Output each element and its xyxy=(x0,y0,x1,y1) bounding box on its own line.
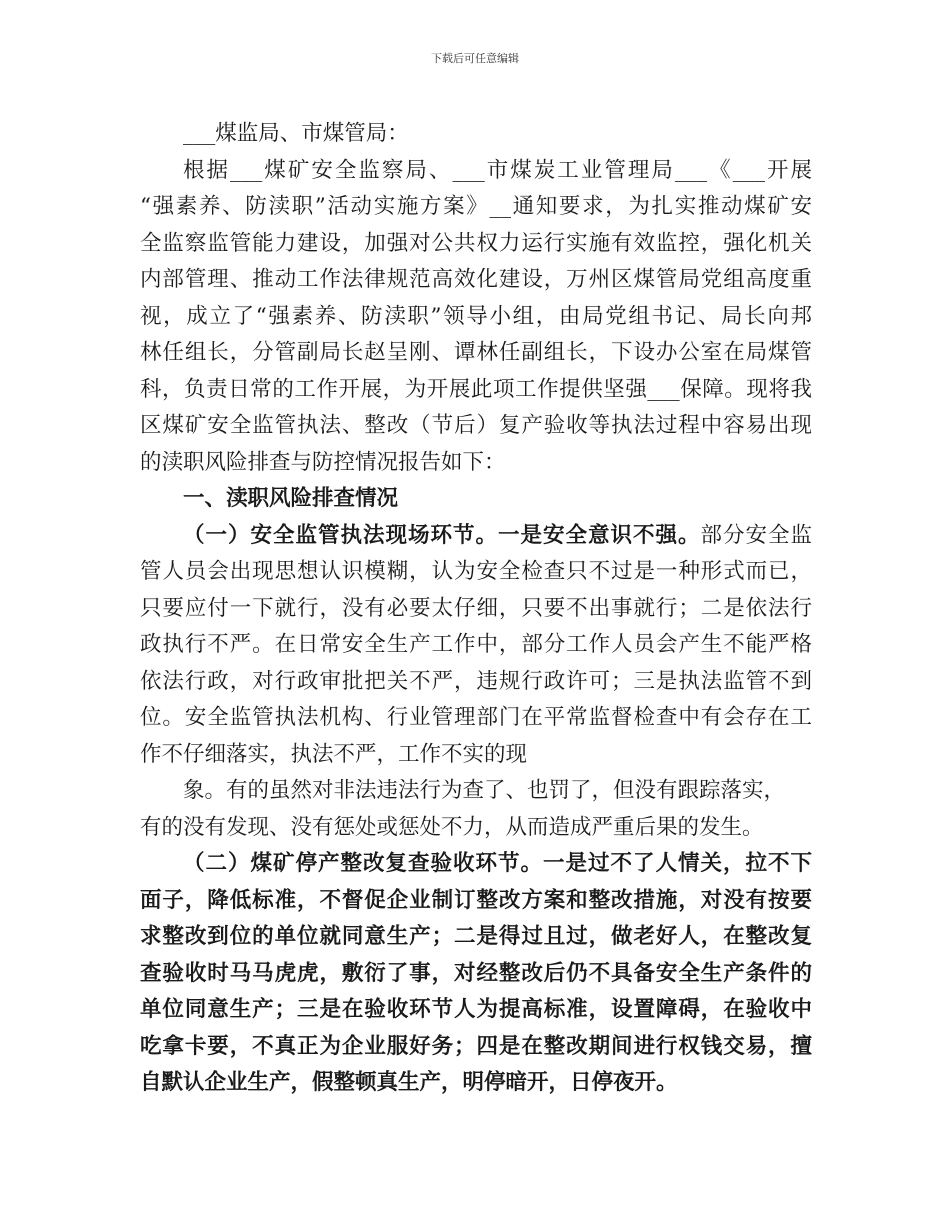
subsection-1-lead xyxy=(140,518,812,555)
subsection-1-line: 依法行政，对行政审批把关不严，违规行政许可；三是执法监管不到 xyxy=(140,668,812,694)
intro-line: 林任组长，分管副局长赵呈刚、谭林任副组长，下设办公室在局煤管 xyxy=(140,340,812,365)
subsection-1-lead-rest: 部分安全监 xyxy=(700,522,812,548)
subsection-1-title: （一）安全监管执法现场环节。一是安全意识不强。 xyxy=(183,522,701,548)
intro-line: 根据___煤矿安全监察局、___市煤炭工业管理局___《___开展 xyxy=(183,157,812,183)
intro-line: 视，成立了“强素养、防渎职”领导小组，由局党组书记、局长向邦 xyxy=(140,303,812,329)
subsection-2-line: 单位同意生产；三是在验收环节人为提高标准，设置障碍，在验收中 xyxy=(140,997,812,1022)
intro-line: 区煤矿安全监管执法、整改（节后）复产验收等执法过程中容易出现 xyxy=(140,413,812,438)
subsection-2-line: 求整改到位的单位就同意生产；二是得过且过，做老好人，在整改复 xyxy=(140,924,812,949)
subsection-1-line: 作不仔细落实，执法不严，工作不实的现 xyxy=(140,741,528,767)
section-heading: 一、渎职风险排查情况 xyxy=(183,486,399,511)
subsection-1-continuation: 象。有的虽然对非法违法行为查了、也罚了，但没有跟踪落实， xyxy=(183,778,786,803)
intro-line: “强素养、防渎职”活动实施方案》__通知要求，为扎实推动煤矿安 xyxy=(140,194,812,219)
intro-line: 科，负责日常的工作开展，为开展此项工作提供坚强___保障。现将我 xyxy=(140,376,812,402)
subsection-1-line: 管人员会出现思想认识模糊，认为安全检查只不过是一种形式而已， xyxy=(140,559,812,584)
subsection-2-line: 吃拿卡要，不真正为企业服好务；四是在整改期间进行权钱交易，擅 xyxy=(140,1033,812,1059)
intro-line: 内部管理、推动工作法律规范高效化建设，万州区煤管局党组高度重 xyxy=(140,267,812,292)
subsection-1-line: 只要应付一下就行，没有必要太仔细，只要不出事就行；二是依法行 xyxy=(140,595,812,621)
salutation: ___煤监局、市煤管局： xyxy=(183,121,409,146)
intro-line: 全监察监管能力建设，加强对公共权力运行实施有效监控，强化机关 xyxy=(140,230,812,256)
subsection-1-line: 位。安全监管执法机构、行业管理部门在平常监督检查中有会存在工 xyxy=(140,705,812,730)
subsection-1-line: 政执行不严。在日常安全生产工作中，部分工作人员会产生不能严格 xyxy=(140,632,812,657)
subsection-2-title: （二）煤矿停产整改复查验收环节 xyxy=(183,851,521,876)
subsection-2-lead xyxy=(140,846,812,883)
subsection-1-continuation: 有的没有发现、没有惩处或惩处不力，从而造成严重后果的发生。 xyxy=(140,814,764,840)
document-body xyxy=(140,116,812,1102)
subsection-2-lead-rest: 。一是过不了人情关，拉不下 xyxy=(520,851,812,876)
subsection-2-line: 查验收时马马虎虎，敷衍了事，对经整改后仍不具备安全生产条件的 xyxy=(140,960,812,986)
intro-line: 的渎职风险排查与防控情况报告如下： xyxy=(140,449,506,475)
subsection-2-line: 自默认企业生产，假整顿真生产，明停暗开，日停夜开。 xyxy=(140,1070,678,1095)
page-header-note: 下载后可任意编辑 xyxy=(431,52,519,65)
subsection-2-line: 面子，降低标准，不督促企业制订整改方案和整改措施，对没有按要 xyxy=(140,887,812,913)
